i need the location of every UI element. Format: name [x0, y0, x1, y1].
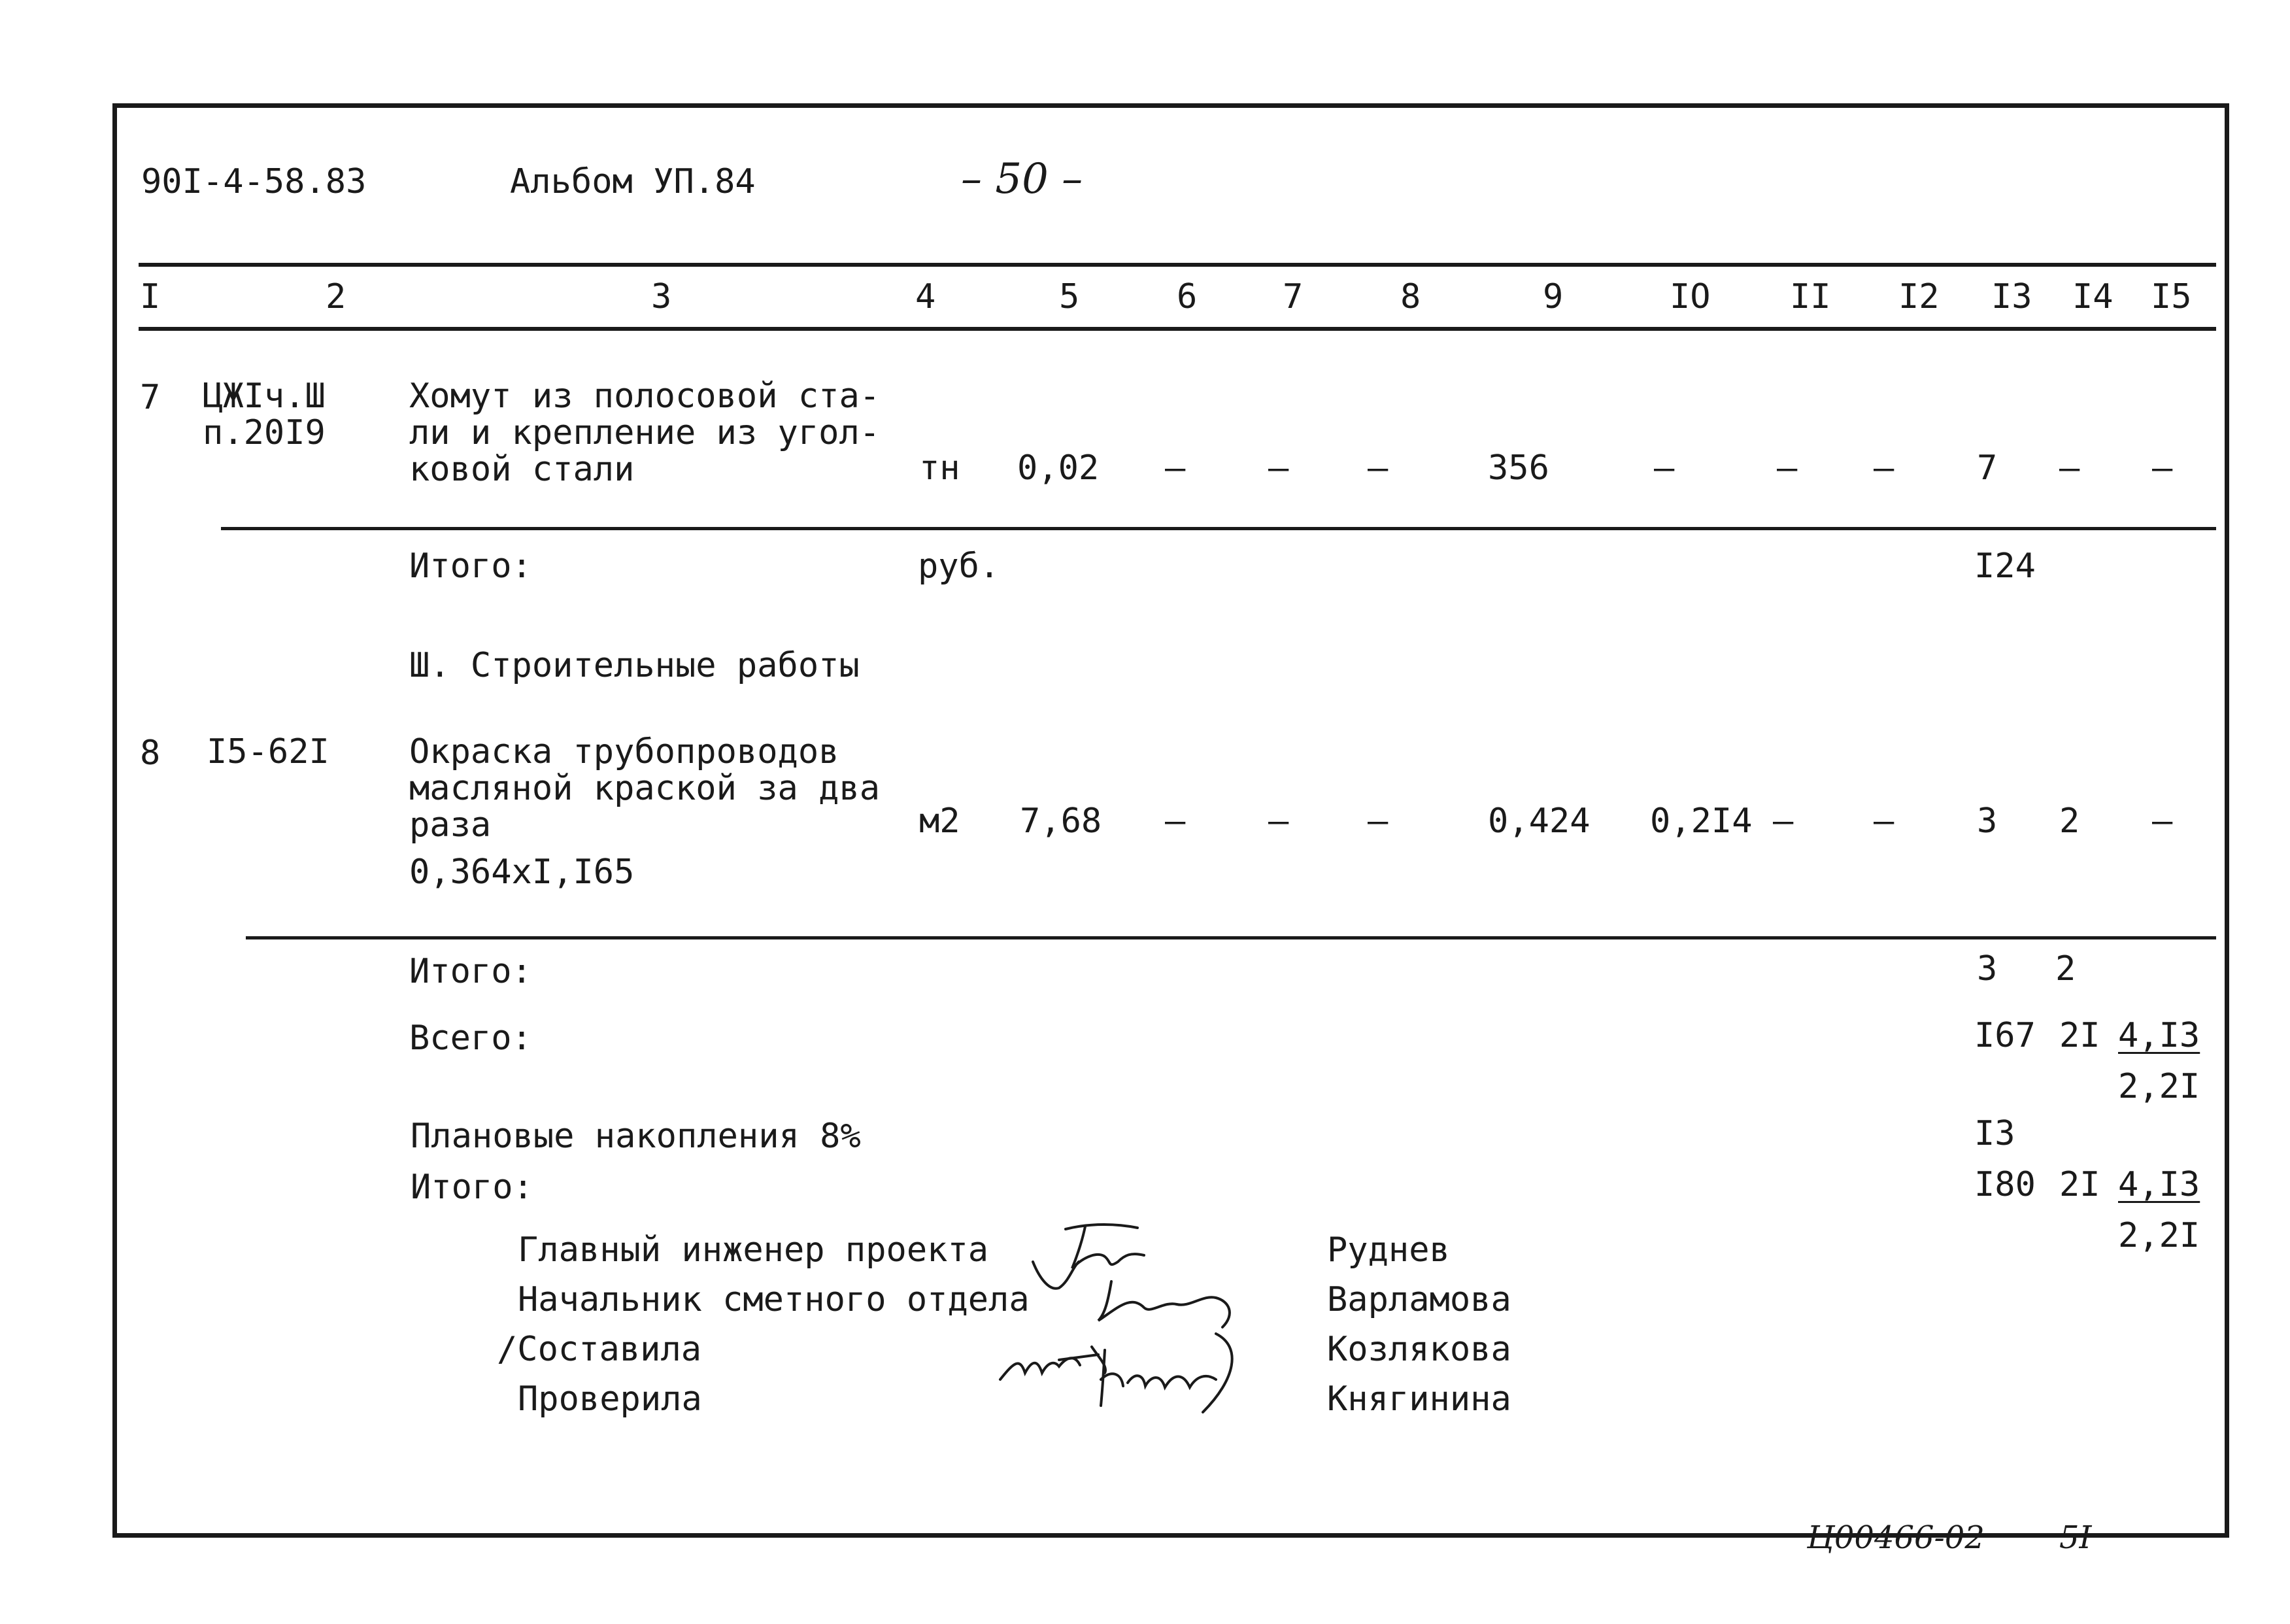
handwritten-signatures [994, 1216, 1321, 1451]
col-header: 2 [326, 277, 346, 316]
page-number: – 50 – [961, 155, 1083, 203]
col-header: 5 [1059, 277, 1080, 316]
col-header: I4 [2072, 277, 2113, 316]
signature-role: Главный инженер проекта [518, 1230, 989, 1270]
col-header: I3 [1991, 277, 2032, 316]
row-number: 8 [140, 734, 161, 773]
cell-c6: – [1165, 448, 1186, 488]
cell-c6: – [1165, 802, 1186, 841]
cell-c14: – [2059, 448, 2080, 488]
cell-c13: 7 [1977, 448, 1998, 488]
cell-c8: – [1368, 448, 1389, 488]
cell-c11: – [1777, 448, 1798, 488]
cell-c14: 2 [2059, 802, 2080, 841]
row-description: Окраска трубопроводов масляной краской за два раза [409, 732, 881, 845]
total-c15-bottom: 2,2I [2118, 1067, 2200, 1106]
col-header: 8 [1400, 277, 1421, 316]
row-description: Хомут из полосовой ста- ли и крепление из угол- ковой стали [409, 377, 881, 489]
planned-c13: I3 [1974, 1114, 2015, 1153]
cell-c5: 7,68 [1020, 802, 1102, 841]
grand-total-c15-top: 4,I3 [2118, 1165, 2200, 1204]
cell-c9: 0,424 [1488, 802, 1591, 841]
signature-role: Начальник сметного отдела [518, 1280, 1030, 1319]
col-header: I5 [2151, 277, 2192, 316]
signature-name: Княгинина [1327, 1379, 1511, 1419]
grand-total-c13: I80 [1974, 1165, 2036, 1204]
subtotal-unit: руб. [918, 547, 1000, 586]
subtotal-label: Итого: [409, 952, 532, 991]
document-code: 90I-4-58.83 [141, 162, 367, 201]
row-number: 7 [140, 378, 161, 417]
subtotal-label: Итого: [409, 547, 532, 586]
col-header: 7 [1283, 277, 1304, 316]
row-unit: м2 [919, 802, 960, 841]
col-header: 9 [1543, 277, 1564, 316]
planned-label: Плановые накопления 8% [411, 1117, 861, 1156]
row-rule [246, 936, 2216, 939]
total-c15-top: 4,I3 [2118, 1016, 2200, 1055]
cell-c12: – [1874, 802, 1894, 841]
row-code: I5-62I [207, 732, 329, 771]
col-header: I2 [1898, 277, 1940, 316]
row-unit: тн [919, 448, 960, 488]
col-header: IO [1670, 277, 1711, 316]
signature-name: Варламова [1327, 1280, 1511, 1319]
signature-role: /Составила [497, 1330, 702, 1369]
subtotal-c14: 2 [2055, 949, 2076, 989]
cell-c10: 0,2I4 [1650, 802, 1753, 841]
total-label: Всего: [409, 1019, 532, 1058]
col-header: 6 [1177, 277, 1198, 316]
cell-c11: – [1773, 802, 1794, 841]
section-heading: Ш. Строительные работы [409, 646, 860, 685]
total-c14: 2I [2059, 1016, 2100, 1055]
header-bottom-rule [139, 327, 2216, 331]
signature-name: Козлякова [1327, 1330, 1511, 1369]
cell-c8: – [1368, 802, 1389, 841]
footer-sheet-number: 5I [2059, 1519, 2092, 1556]
col-header: II [1790, 277, 1831, 316]
total-c13: I67 [1974, 1016, 2036, 1055]
cell-c12: – [1874, 448, 1894, 488]
signature-name: Руднев [1327, 1230, 1450, 1270]
cell-c10: – [1654, 448, 1675, 488]
col-header: 3 [651, 277, 672, 316]
row-code: ЦЖIч.Ш п.20I9 [203, 377, 326, 452]
cell-c13: 3 [1977, 802, 1998, 841]
album-title: Альбом УП.84 [510, 162, 756, 201]
cell-c15: – [2152, 448, 2173, 488]
signature-role: Проверила [518, 1379, 702, 1419]
row-rule [221, 527, 2216, 530]
col-header: I [140, 277, 161, 316]
col-header: 4 [915, 277, 936, 316]
grand-total-label: Итого: [411, 1168, 533, 1207]
cell-c9: 356 [1488, 448, 1549, 488]
header-top-rule [139, 263, 2216, 267]
subtotal-c13: 3 [1977, 949, 1998, 989]
cell-c5: 0,02 [1017, 448, 1100, 488]
cell-c7: – [1268, 802, 1289, 841]
footer-stamp: Ц00466-02 [1807, 1519, 1985, 1556]
grand-total-c15-bottom: 2,2I [2118, 1216, 2200, 1255]
grand-total-c14: 2I [2059, 1165, 2100, 1204]
cell-c15: – [2152, 802, 2173, 841]
subtotal-c13: I24 [1974, 547, 2036, 586]
row-calculation: 0,364хI,I65 [409, 853, 635, 892]
cell-c7: – [1268, 448, 1289, 488]
